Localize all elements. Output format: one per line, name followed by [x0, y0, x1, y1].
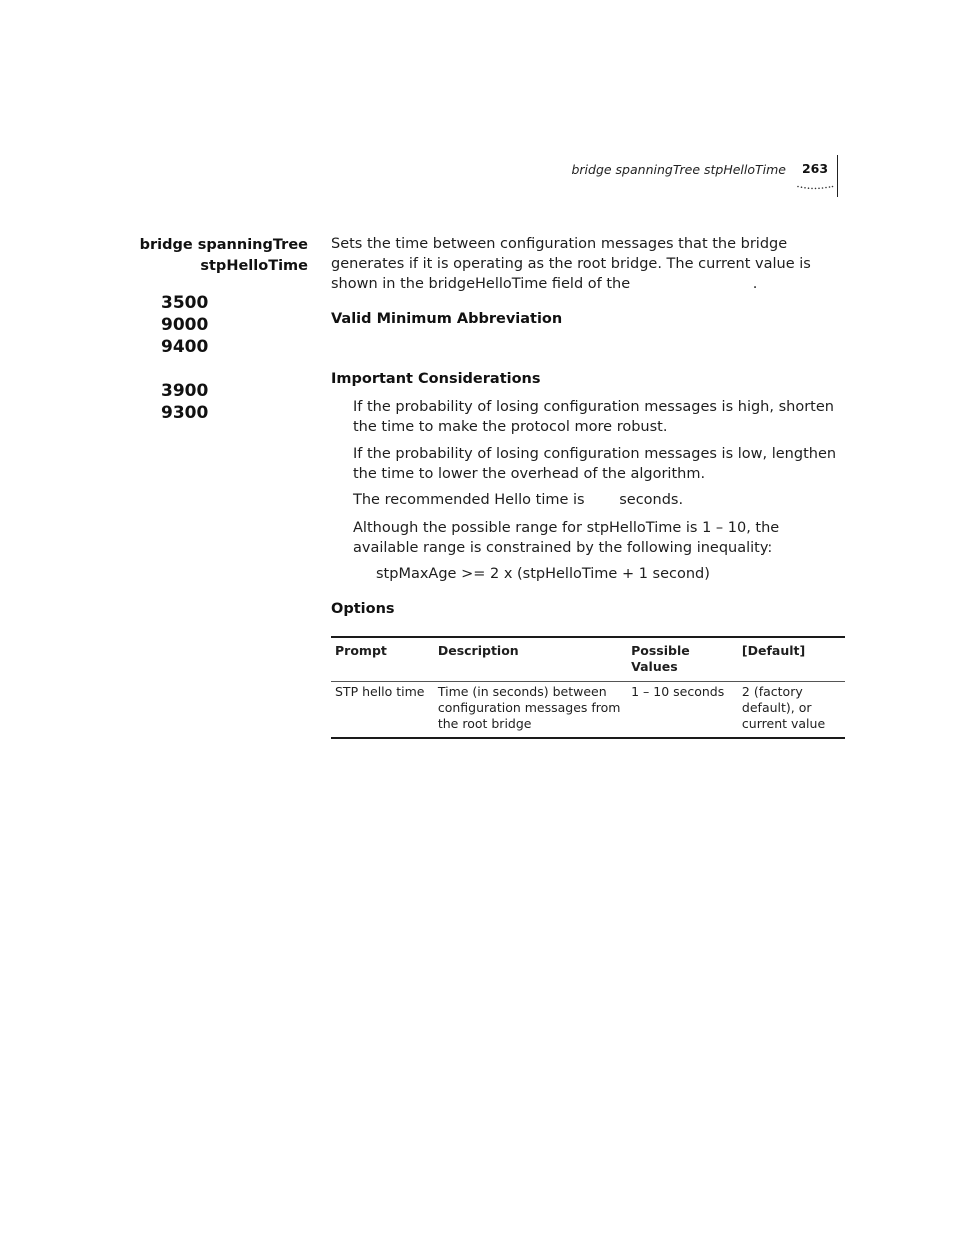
- platform-item: 3500: [161, 293, 209, 313]
- command-title: [120, 235, 308, 277]
- intro-text: Sets the time between configuration messages that the bridge generates if it is operating as the root bridge. The current value is shown in the bridgeHelloTime field of the: [331, 236, 811, 292]
- section-heading-important-considerations: Important Considerations: [331, 371, 541, 387]
- header-dots-ornament: [796, 185, 834, 191]
- platform-item: 9400: [161, 337, 209, 357]
- table-row: [331, 682, 845, 739]
- column-header-description: Description: [434, 637, 627, 682]
- table-header-row: [331, 637, 845, 682]
- section-heading-options: Options: [331, 601, 395, 617]
- command-title-line1: bridge spanningTree: [139, 237, 308, 253]
- cell-default: 2 (factory default), or current value: [738, 682, 845, 739]
- intro-period: .: [752, 276, 758, 292]
- consideration-paragraph: Although the possible range for stpHelloTime is 1 – 10, the available range is constrained by the following inequality:: [353, 520, 780, 556]
- command-title-line2: stpHelloTime: [200, 258, 308, 274]
- column-header-default: [Default]: [738, 637, 845, 682]
- running-header-title: bridge spanningTree stpHelloTime: [571, 162, 786, 177]
- consideration-paragraph: If the probability of losing configuration messages is high, shorten the time to make the protocol more robust.: [353, 399, 834, 435]
- cell-prompt: STP hello time: [331, 682, 434, 739]
- intro-paragraph: [331, 234, 846, 294]
- inequality-formula: stpMaxAge >= 2 x (stpHelloTime + 1 second): [376, 566, 710, 582]
- platform-list: [161, 292, 208, 424]
- options-table: [331, 636, 845, 739]
- header-corner-rule: [837, 155, 838, 197]
- column-header-possible-values: Possible Values: [627, 637, 738, 682]
- recommended-text: The recommended Hello time is: [353, 492, 585, 508]
- cell-description: Time (in seconds) between configuration messages from the root bridge: [434, 682, 627, 739]
- recommended-unit: seconds.: [619, 492, 684, 508]
- page-number: 263: [801, 161, 829, 176]
- platform-item: 3900: [161, 381, 209, 401]
- section-heading-valid-abbreviation: Valid Minimum Abbreviation: [331, 311, 563, 327]
- platform-item: 9300: [161, 403, 209, 423]
- platform-item: 9000: [161, 315, 209, 335]
- consideration-paragraph: If the probability of losing configuration messages is low, lengthen the time to lower the overhead of the algorithm.: [353, 446, 837, 482]
- column-header-prompt: Prompt: [331, 637, 434, 682]
- cell-possible-values: 1 – 10 seconds: [627, 682, 738, 739]
- consideration-paragraph: [353, 490, 848, 510]
